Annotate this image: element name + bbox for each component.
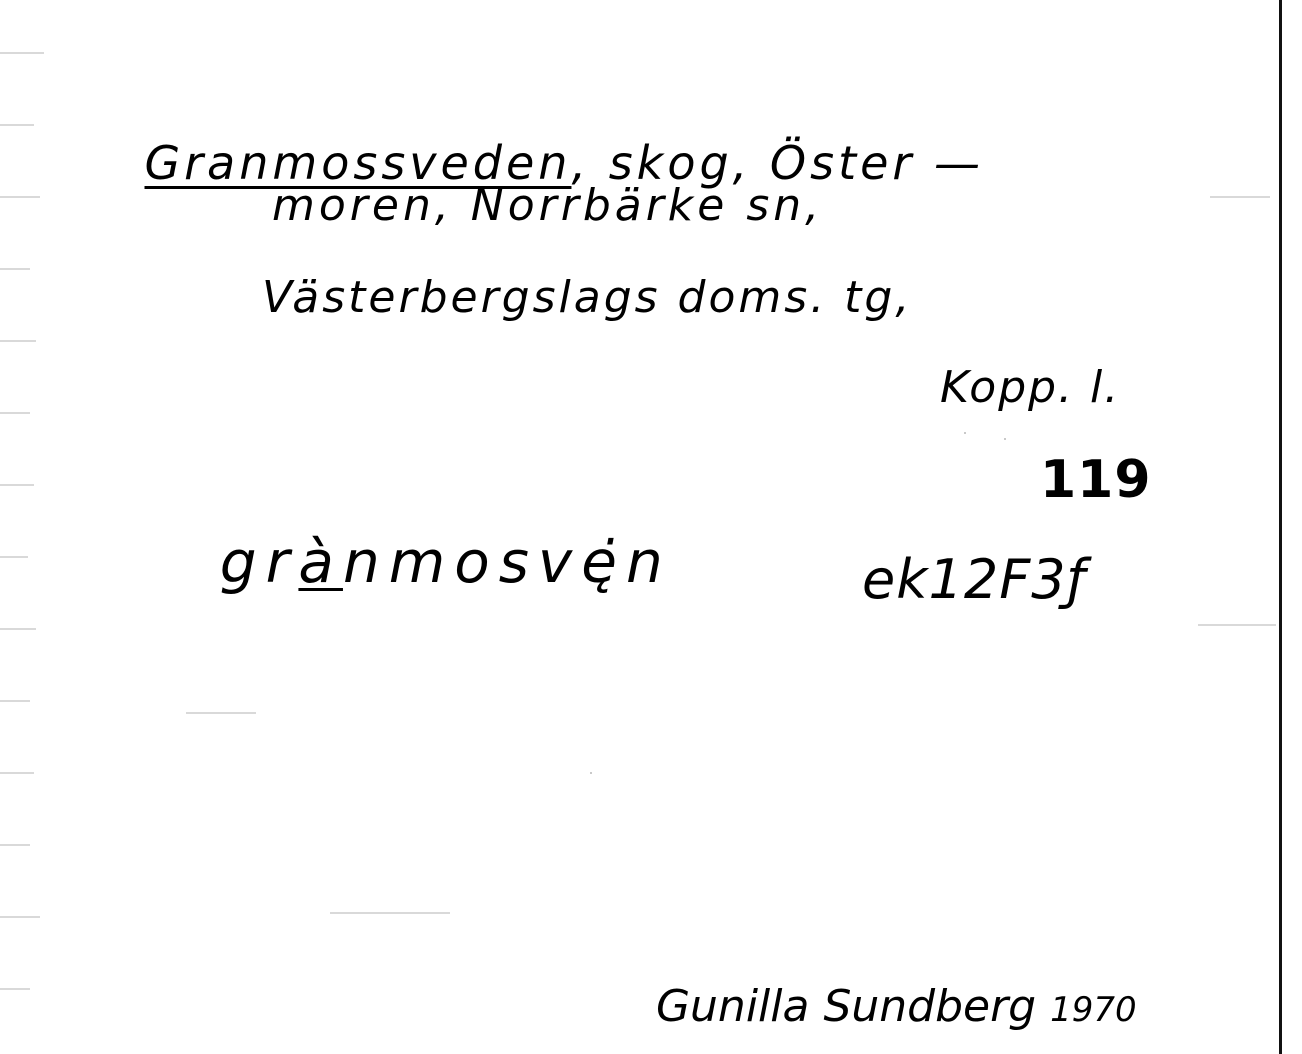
pronunciation-suffix: nmosvę̇n bbox=[342, 528, 672, 596]
scan-artifact bbox=[186, 712, 256, 714]
scan-artifact bbox=[1004, 438, 1006, 440]
collector-signature bbox=[600, 930, 1137, 1054]
scan-artifact bbox=[0, 772, 34, 774]
scan-artifact bbox=[0, 340, 36, 342]
scan-artifact bbox=[1210, 196, 1270, 198]
scan-artifact bbox=[0, 484, 34, 486]
headline-line-2: moren, Norrbärke sn, bbox=[272, 180, 824, 231]
place-name-qualifier: , skog, Öster — bbox=[571, 136, 984, 190]
pronunciation-prefix: gr bbox=[219, 528, 299, 596]
collector-name: Gunilla Sundberg bbox=[655, 981, 1037, 1032]
scan-artifact bbox=[0, 52, 44, 54]
scan-artifact bbox=[590, 772, 592, 774]
scan-artifact bbox=[0, 988, 30, 990]
pronunciation-form bbox=[110, 460, 672, 664]
place-name-underlined: Granmossveden bbox=[144, 136, 572, 190]
scan-artifact bbox=[330, 912, 450, 914]
scan-artifact bbox=[0, 412, 30, 414]
pronunciation-stressed-vowel: à bbox=[298, 528, 343, 596]
scan-artifact bbox=[964, 432, 966, 434]
map-sheet-label: Kopp. l. bbox=[940, 362, 1121, 413]
scan-artifact bbox=[0, 628, 36, 630]
headline-line-3: Västerbergslags doms. tg, bbox=[262, 272, 913, 323]
grid-reference: ek12F3ƒ bbox=[862, 548, 1087, 611]
card-number: 119 bbox=[1040, 450, 1152, 510]
scan-artifact bbox=[0, 124, 34, 126]
scan-artifact bbox=[0, 556, 28, 558]
scan-artifact bbox=[0, 844, 30, 846]
scan-artifact bbox=[0, 268, 30, 270]
scan-artifact bbox=[0, 196, 40, 198]
scan-artifact bbox=[0, 916, 40, 918]
scan-artifact bbox=[1198, 624, 1276, 626]
card-right-edge-rule bbox=[1279, 0, 1282, 1054]
collection-year: 1970 bbox=[1050, 990, 1137, 1030]
scan-artifact bbox=[0, 700, 30, 702]
